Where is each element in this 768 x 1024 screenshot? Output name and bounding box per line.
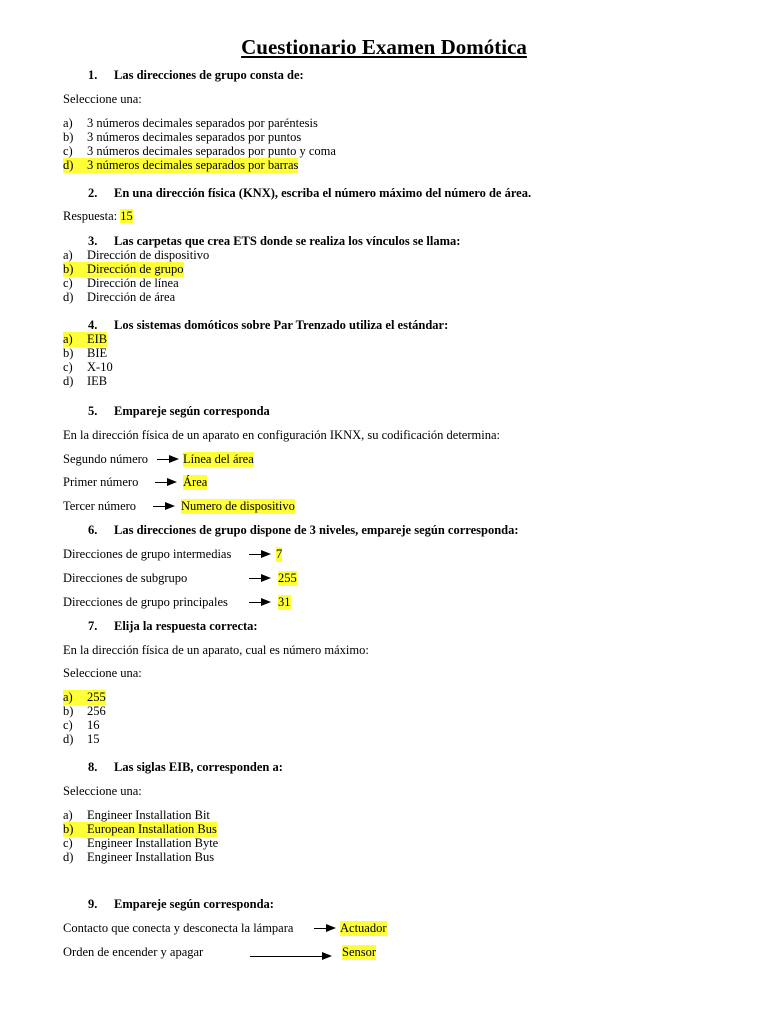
option-letter: c)	[63, 276, 73, 290]
option-letter: b)	[63, 262, 87, 277]
pair-left: Direcciones de grupo intermedias	[63, 547, 232, 561]
pair-left: Primer número	[63, 475, 139, 489]
question-text: Empareje según corresponda	[114, 404, 270, 418]
question-text: Las siglas EIB, corresponden a:	[114, 760, 283, 774]
option-letter: d)	[63, 290, 74, 304]
pair-right-highlighted: Actuador	[340, 921, 387, 935]
option-text: 3 números decimales separados por paréntesis	[87, 116, 318, 130]
option-letter: b)	[63, 822, 87, 837]
pair-left: Orden de encender y apagar	[63, 945, 204, 959]
option-text: Dirección de área	[87, 290, 176, 304]
option-text: Engineer Installation Bus	[87, 850, 215, 864]
option-letter: a)	[63, 332, 87, 347]
question-2-heading	[88, 186, 531, 201]
question-text: Elija la respuesta correcta:	[114, 619, 258, 633]
pair-right-highlighted: 31	[278, 595, 291, 609]
option-letter: b)	[63, 704, 74, 718]
option-text: Dirección de dispositivo	[87, 248, 210, 262]
pair-right-highlighted: 255	[278, 571, 297, 585]
question-number: 5.	[88, 404, 98, 418]
question-number: 3.	[88, 234, 98, 248]
question-9-heading	[88, 897, 274, 912]
option-text: Engineer Installation Bit	[87, 808, 210, 822]
question-number: 4.	[88, 318, 98, 332]
option-text: Dirección de línea	[87, 276, 179, 290]
arrow-icon	[153, 500, 175, 512]
option-text: 256	[87, 704, 106, 718]
arrow-icon	[249, 572, 271, 584]
question-8-heading	[88, 760, 283, 775]
option-text: 15	[87, 732, 100, 746]
option-letter: c)	[63, 718, 73, 732]
option-letter: d)	[63, 374, 74, 388]
option-text: IEB	[87, 374, 108, 388]
option-text-highlighted: Dirección de grupo	[87, 262, 184, 276]
question-5-heading	[88, 404, 270, 419]
question-intro: En la dirección física de un aparato en configuración IKNX, su codificación determina:	[63, 428, 500, 442]
question-1-heading	[88, 68, 304, 83]
question-text: Los sistemas domóticos sobre Par Trenzado utiliza el estándar:	[114, 318, 449, 332]
option-letter: d)	[63, 850, 74, 864]
answer-line	[63, 209, 133, 224]
option-text: 16	[87, 718, 100, 732]
pair-right-highlighted: Numero de dispositivo	[181, 499, 295, 513]
option-text-highlighted: EIB	[87, 332, 108, 346]
question-text: Empareje según corresponda:	[114, 897, 274, 911]
option-letter: b)	[63, 346, 74, 360]
document-title: Cuestionario Examen Domótica	[241, 35, 527, 59]
select-prompt: Seleccione una:	[63, 92, 142, 106]
option-letter: a)	[63, 248, 73, 262]
arrow-icon	[155, 476, 177, 488]
pair-left: Direcciones de subgrupo	[63, 571, 188, 585]
pair-left: Direcciones de grupo principales	[63, 595, 228, 609]
option-text-highlighted: European Installation Bus	[87, 822, 217, 836]
question-number: 6.	[88, 523, 98, 537]
option-text: X-10	[87, 360, 113, 374]
option-text: Engineer Installation Byte	[87, 836, 219, 850]
option-text-highlighted: 3 números decimales separados por barras	[87, 158, 299, 172]
select-prompt: Seleccione una:	[63, 666, 142, 680]
option-letter: d)	[63, 732, 74, 746]
option-text-highlighted: 255	[87, 690, 106, 704]
arrow-icon	[250, 950, 332, 962]
pair-left: Contacto que conecta y desconecta la lámpara	[63, 921, 294, 935]
arrow-icon	[249, 596, 271, 608]
pair-left: Tercer número	[63, 499, 137, 513]
select-prompt: Seleccione una:	[63, 784, 142, 798]
question-number: 1.	[88, 68, 98, 82]
option-text: 3 números decimales separados por puntos	[87, 130, 302, 144]
option-letter: c)	[63, 360, 73, 374]
question-number: 9.	[88, 897, 98, 911]
question-number: 7.	[88, 619, 98, 633]
option-text: 3 números decimales separados por punto y coma	[87, 144, 336, 158]
question-3-heading	[88, 234, 460, 249]
pair-right-highlighted: Área	[183, 475, 208, 489]
question-number: 8.	[88, 760, 98, 774]
question-4-heading	[88, 318, 448, 333]
question-text: Las direcciones de grupo consta de:	[114, 68, 304, 82]
answer-label: Respuesta:	[63, 209, 118, 223]
option-letter: a)	[63, 808, 73, 822]
answer-value-highlighted: 15	[120, 209, 133, 223]
option-text: BIE	[87, 346, 108, 360]
arrow-icon	[157, 453, 179, 465]
pair-right-highlighted: Sensor	[342, 945, 377, 959]
pair-right-highlighted: Línea del área	[183, 452, 254, 466]
option-letter: a)	[63, 690, 87, 705]
option-letter: c)	[63, 144, 73, 158]
arrow-icon	[249, 548, 271, 560]
question-7-heading	[88, 619, 258, 634]
question-text: Las carpetas que crea ETS donde se realiza los vínculos se llama:	[114, 234, 461, 248]
option-letter: c)	[63, 836, 73, 850]
option-letter: a)	[63, 116, 73, 130]
option-letter: b)	[63, 130, 74, 144]
arrow-icon	[314, 922, 336, 934]
pair-left: Segundo número	[63, 452, 149, 466]
option-letter: d)	[63, 158, 87, 173]
question-number: 2.	[88, 186, 98, 200]
question-6-heading	[88, 523, 519, 538]
question-intro: En la dirección física de un aparato, cual es número máximo:	[63, 643, 369, 657]
question-text: Las direcciones de grupo dispone de 3 niveles, empareje según corresponda:	[114, 523, 519, 537]
pair-right-highlighted: 7	[276, 547, 283, 561]
question-text: En una dirección física (KNX), escriba el número máximo del número de área.	[114, 186, 532, 200]
